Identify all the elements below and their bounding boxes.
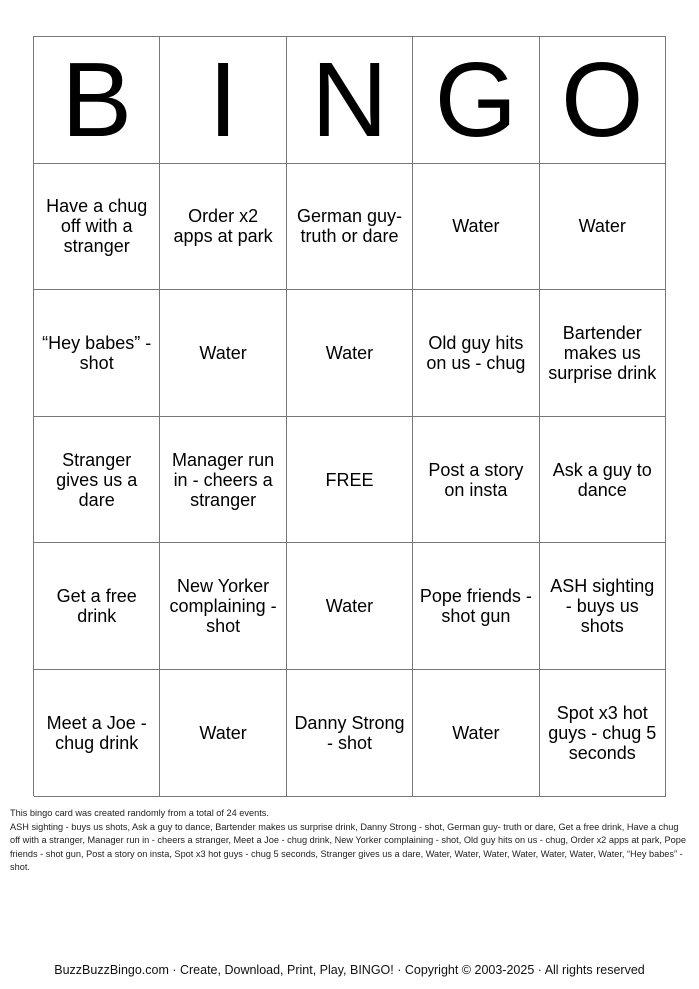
bingo-cell: Water [160, 290, 286, 417]
bingo-cell: Old guy hits on us - chug [413, 290, 539, 417]
header-letter-n: N [287, 37, 413, 164]
site-footer: BuzzBuzzBingo.com · Create, Download, Print, Play, BINGO! · Copyright © 2003-2025 · All rights reserved [54, 963, 645, 977]
bingo-cell: Water [413, 670, 539, 797]
bingo-cell: Meet a Joe - chug drink [34, 670, 160, 797]
bingo-cell: German guy- truth or dare [287, 164, 413, 291]
bingo-cell: Post a story on insta [413, 417, 539, 544]
bingo-cell: “Hey babes” - shot [34, 290, 160, 417]
bingo-cell: Have a chug off with a stranger [34, 164, 160, 291]
bingo-grid [34, 37, 666, 796]
bingo-cell: Manager run in - cheers a stranger [160, 417, 286, 544]
bingo-cell: Pope friends - shot gun [413, 543, 539, 670]
bingo-cell: Stranger gives us a dare [34, 417, 160, 544]
header-letter-o: O [540, 37, 666, 164]
bingo-cell: Ask a guy to dance [540, 417, 666, 544]
header-letter-g: G [413, 37, 539, 164]
bingo-cell: Order x2 apps at park [160, 164, 286, 291]
bingo-cell: Water [287, 290, 413, 417]
bingo-cell: Get a free drink [34, 543, 160, 670]
bingo-cell: Water [160, 670, 286, 797]
bingo-cell: Water [413, 164, 539, 291]
bingo-cell: Water [287, 543, 413, 670]
bingo-cell: Bartender makes us surprise drink [540, 290, 666, 417]
bingo-cell: Spot x3 hot guys - chug 5 seconds [540, 670, 666, 797]
bingo-cell: Danny Strong - shot [287, 670, 413, 797]
bingo-cell: ASH sighting - buys us shots [540, 543, 666, 670]
header-letter-i: I [160, 37, 286, 164]
created-note: This bingo card was created randomly from a total of 24 events. [10, 808, 269, 818]
header-letter-b: B [34, 37, 160, 164]
events-list: ASH sighting - buys us shots, Ask a guy to dance, Bartender makes us surprise drink, Danny Strong - shot, German guy- truth or dare, Get a free drink, Have a chug off with a stranger, Manager run in - cheers a stranger, Meet a Joe - chug drink, New Yorker complaining - shot, Old guy hits on us - chug, Order x2 apps at park, Pope friends - shot gun, Post a story on insta, Spot x3 hot guys - chug 5 seconds, Stranger gives us a dare, Water, Water, Water, Water, Water, Water, Water, “Hey babes” - shot. [10, 821, 686, 872]
free-space-cell: FREE [287, 417, 413, 544]
bingo-card [33, 36, 666, 796]
card-info [10, 807, 686, 875]
bingo-cell: Water [540, 164, 666, 291]
bingo-cell: New Yorker complaining - shot [160, 543, 286, 670]
